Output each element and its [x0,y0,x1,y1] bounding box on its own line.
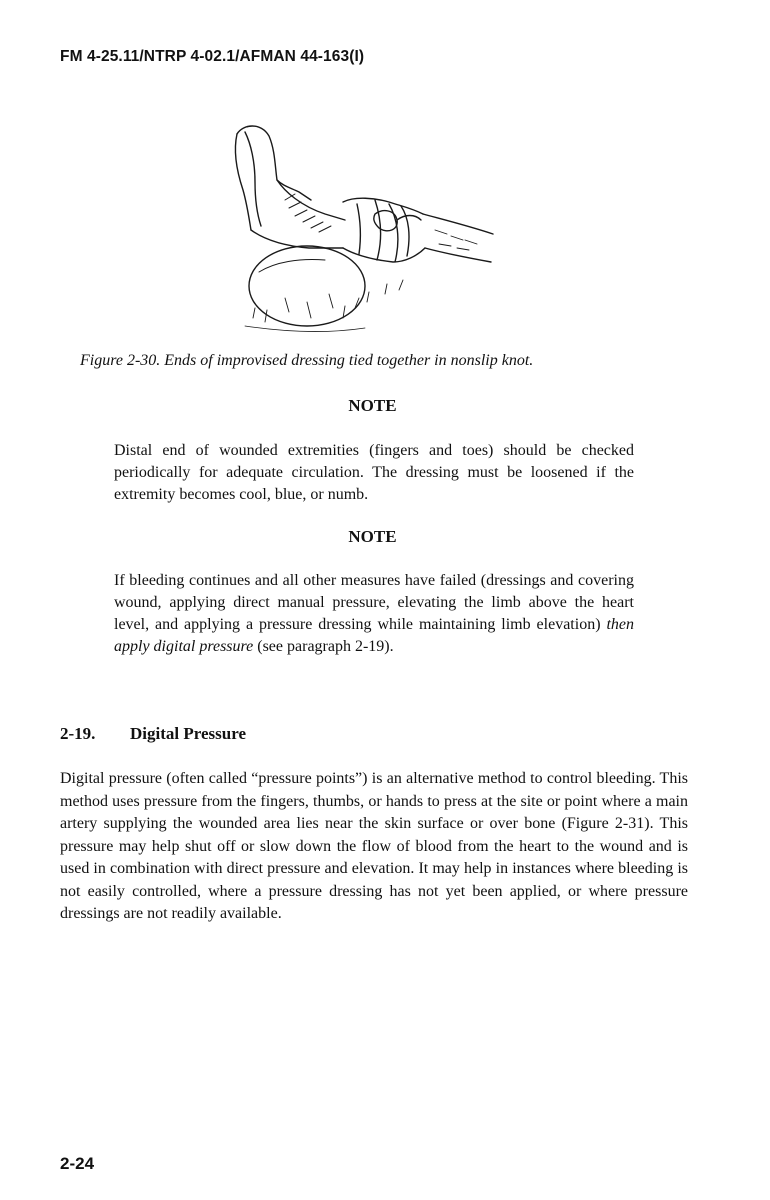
figure-illustration [225,122,515,344]
note-2-text-plain: If bleeding continues and all other measures have failed (dressings and covering wound, applying direct manual pressure, elevating the limb above the heart level, and applying a pressure dressing while maintaining limb elevation) [114,572,634,633]
note-1-text: Distal end of wounded extremities (fingers and toes) should be checked periodically for adequate circulation. The dressing must be loosened if the extremity becomes cool, blue, or numb. [114,442,634,503]
section-title: Digital Pressure [130,724,246,743]
note-2-text [114,570,634,658]
note-2-title: NOTE [348,527,397,546]
leg-boot-dressing-icon [225,122,515,344]
page-number: 2-24 [60,1154,95,1173]
document-header: FM 4-25.11/NTRP 4-02.1/AFMAN 44-163(I) [60,48,365,65]
figure-caption: Figure 2-30. Ends of improvised dressing tied together in nonslip knot. [80,352,534,369]
section-heading [60,724,246,744]
note-2-text-tail: (see paragraph 2-19). [257,638,394,655]
section-number: 2-19. [60,724,96,743]
note-1-title: NOTE [348,396,397,415]
note-2-text-italic: then apply digital pressure [114,616,635,655]
section-body: Digital pressure (often called “pressure points”) is an alternative method to control bleeding. This method uses pressure from the fingers, thumbs, or hands to press at the site or point where a main artery supplying the wounded area lies near the skin surface or over bone (Figure 2-31). This pressure may help shut off or slow down the flow of blood from the heart to the wound and is used in combination with direct pressure and elevation. It may help in instances where bleeding is not easily controlled, where a pressure dressing has not yet been applied, or where pressure dressings are not readily available. [60,770,688,922]
